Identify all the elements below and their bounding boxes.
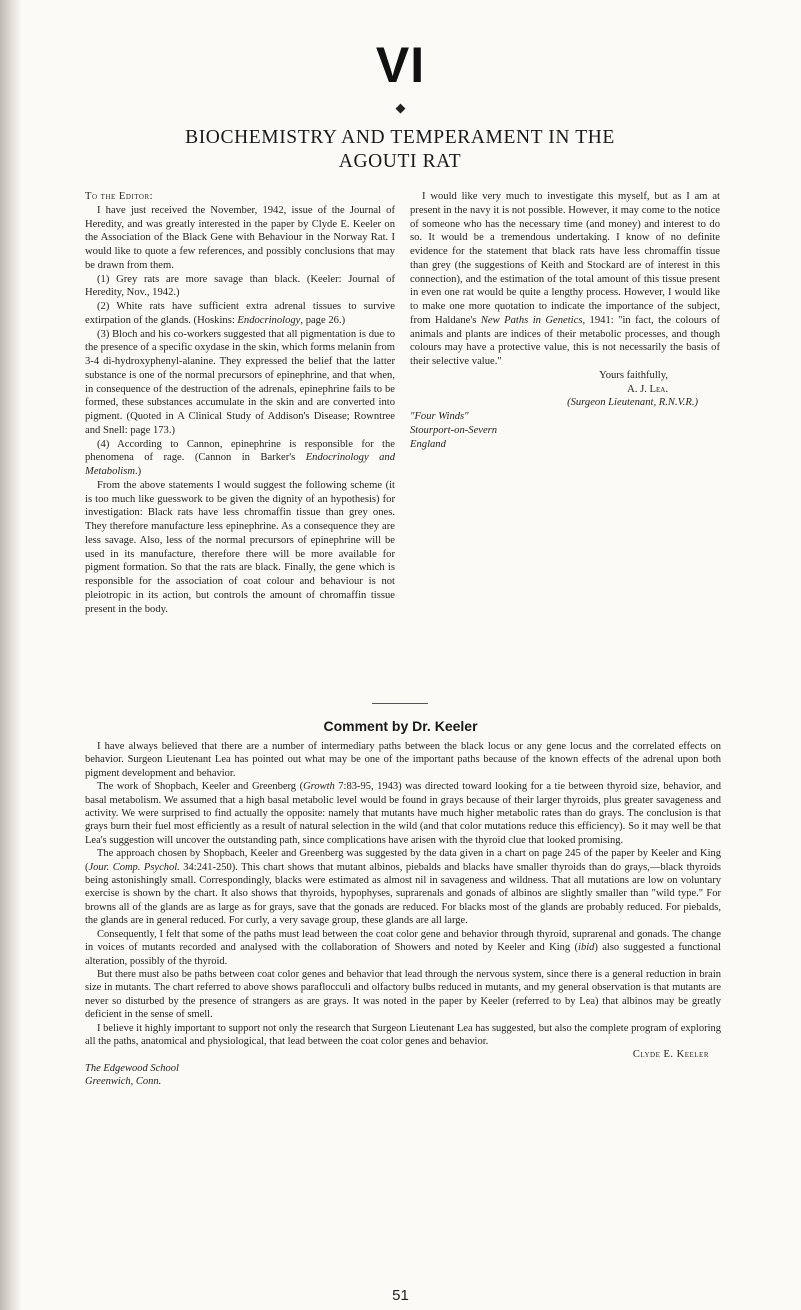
p4-text-a: Consequently, I felt that some of the paths must lead between the coat color gene and behavior through thyroid, suprarenal and gonads. The change in voices of mutants recorded and analysed with the collaboration of Showers and noted by Keeler and King ( [85,928,721,954]
comment-paragraph-5: But there must also be paths between coat color genes and behavior that lead through the nervous system, since there is a general reduction in brain size in mutants. The chart referred to above shows paraflocculi and olfactory bulbs reduced in mutants, and my general observation is that mutants are never so disturbed by the presence of strangers as are grays. It was noted in the paper by Keeler (referred to by Lea) that albinos may be greatly deficient in the sense of smell. [85,968,721,1021]
article-title [120,126,680,174]
comment-signer: Clyde E. Keeler [632,1049,709,1061]
article-title-line-1: BIOCHEMISTRY AND TEMPERAMENT IN THE [185,127,615,148]
ref4-text: (4) According to Cannon, epinephrine is responsible for the phenomena of rage. (Cannon in Barker's [85,438,395,464]
comment-paragraph-6: I believe it highly important to support not only the research that Surgeon Lieutenant Lea has suggested, but also the complete program of exploring all the paths, anatomical and physiological, that lead between the coat color genes and behavior. [85,1022,721,1047]
closing-quote: , 1941: "in fact, the colours of animals and plants are indices of their metabolic processes, and though colours may have a protective value, this is not necessarily the basis of their selective value." [410,314,720,367]
letter-closing [410,190,720,369]
ref4-end: .) [135,466,142,477]
letter-scheme: From the above statements I would suggest the following scheme (it is too much like guesswork to be given the dignity of an hypothesis) for investigation: Black rats have less chromaffin tissue than grey ones. They therefore manufacture less epinephrine. As a consequence they are less savage. Also, less of the normal precursors of epinephrine will be used in its manufacture, therefore there will be more available for pigment formation. So that the rats are black. Finally, the gene which is responsible for the association of coat colour and behaviour is not pleiotropic in its action, but controls the amount of chromaffin tissue present in the body. [85,479,395,615]
closing-text: I would like very much to investigate this myself, but as I am at present in the navy it is not possible. However, it may come to the notice of someone who has the necessary time (and money) and interest to do so. It would be a tremendous undertaking. I know of no definite evidence for the statement that black rats have less chromaffin tissue than grey (the suggestions of Keith and Stockard are of interest in this connection), and the estimation of the total amount of this tissue present in even one rat would be quite a lengthy process. However, I would like to make one more quotation to indicate the importance of the subject, from Haldane's [410,191,720,326]
closing-book-title: New Paths in Genetics [480,314,583,326]
letter-signer: A. J. Lea. [627,383,668,395]
letter-reference-2 [85,300,395,328]
p2-journal: Growth [303,781,335,793]
letter-address-line-1: "Four Winds" [410,411,469,422]
comment-paragraph-4 [85,928,721,968]
chapter-number: VI [375,37,426,93]
ref2-book-title: Endocrinology [237,314,301,326]
page-spine-shadow [0,0,22,1310]
ref2-page: , page 26.) [300,314,346,326]
letter-signer-rank: (Surgeon Lieutenant, R.N.V.R.) [567,397,698,409]
letter-intro: I have just received the November, 1942, issue of the Journal of Heredity, and was greatly interested in the paper by Clyde E. Keeler on the Association of the Black Gene with Behaviour in the Norway Rat. I would like to quote a few references, and possibly conclusions that may be drawn from them. [85,204,395,271]
comment-address-line-2: Greenwich, Conn. [85,1076,162,1088]
letter-address-line-3: England [410,438,446,450]
page-number: 51 [392,1287,409,1304]
section-separator [372,703,428,704]
ref4-book-title: Endocrinology and Metabolism [85,452,395,477]
letter-column-left [85,190,395,616]
comment-paragraph-3 [85,847,721,927]
comment-address-line-1: The Edgewood School [85,1062,179,1074]
comment-body [85,740,721,1089]
p3-journal: Jour. Comp. Psychol. [88,861,180,873]
letter-salutation: To the Editor: [85,191,154,202]
letter-address-line-2: Stourport-on-Severn [410,424,498,436]
p2-text-a: The work of Shopbach, Keeler and Greenberg ( [97,781,304,793]
letter-column-right [410,190,720,451]
ref2-text: (2) White rats have sufficient extra adrenal tissues to survive extirpation of the glands. (Hoskins: [85,301,395,326]
article-title-line-2: AGOUTI RAT [338,151,462,172]
comment-heading: Comment by Dr. Keeler [323,718,478,734]
letter-sign-off: Yours faithfully, [599,369,668,381]
p3-text-a: The approach chosen by Shopbach, Keeler and Greenberg was suggested by the data given in a chart on page 245 of the paper by Keeler and King ( [85,848,721,873]
letter-reference-1: (1) Grey rats are more savage than black. (Keeler: Journal of Heredity, Nov., 1942.) [85,273,395,299]
p4-ibid: ibid [578,942,595,954]
comment-paragraph-2 [85,780,721,847]
diamond-ornament-icon: ◆ [395,100,406,115]
letter-reference-4 [85,438,395,479]
p4-text-c: ) also suggested a functional alteration, possibly of the thyroid. [85,942,721,967]
p3-text-c: 34:241-250). This chart shows that mutant albinos, piebalds and blacks have smaller thyroids than do grays,—black thyroids being astonishingly small. Correspondingly, blacks were estimated as almost nil in savageness and wildness. That all mutations are low on voluntary exercise is shown by the chart. It also shows that thyroids, hypophyses, suprarenals and gonads of albinos are slightly smaller than "wild type." For browns all of the glands are as large as for grays, save that the gonads are reduced. For blacks most of the glands are probably reduced. For piebalds, the glands are in general reduced. For curly, a very savage group, these glands are all large. [85,861,721,927]
p2-text-c: 7:83-95, 1943) was directed toward looking for a tie between thyroid size, behavior, and basal metabolism. We assumed that a high basal metabolic level would be found in grays because of their larger thyroids, plus greater savageness and activity. We were surprised to find actually the opposite: namely that mutants have much higher metabolic rates than do grays. The conclusion is that grays burn their fuel most efficiently as a result of natural selection in the wild (and that color mutations reduce this efficiency). So it may well be that Lea's suggestion will uncover the outstanding path, since complications have arisen with the thyroid clue that looked promising. [85,781,721,846]
comment-paragraph-1: I have always believed that there are a number of intermediary paths between the black locus or any gene locus and the correlated effects on behavior. Surgeon Lieutenant Lea has pointed out what may be one of the important paths because of the known effects of the adrenal upon both pigment development and behavior. [85,741,721,779]
letter-reference-3: (3) Bloch and his co-workers suggested that all pigmentation is due to the presence of a specific oxydase in the skin, which forms melanin from 3-4 di-hydroxyphenyl-alanine. They expressed the belief that the latter substance is one of the normal precursors of epinephrine, and that when, in consequence of the destruction of the adrenals, epinephrine fails to be formed, these substances accumulate in the skin and are converted into pigment. (Quoted in A Clinical Study of Addison's Disease; Rowntree and Snell: page 173.) [85,328,395,436]
